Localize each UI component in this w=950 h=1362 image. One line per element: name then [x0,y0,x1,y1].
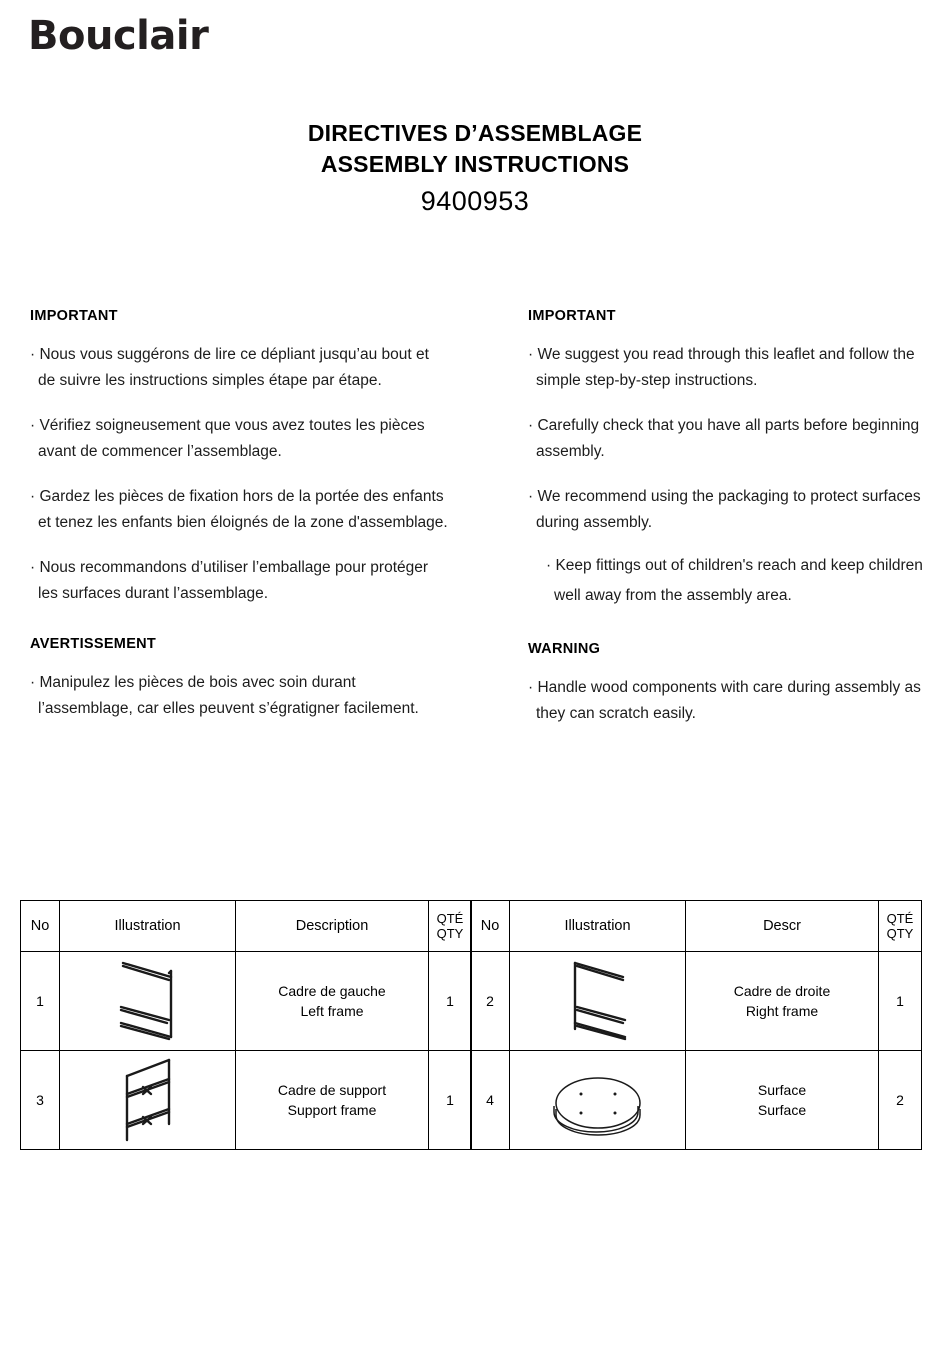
part-description-fr: Cadre de droite [733,983,831,999]
french-warning-heading: AVERTISSEMENT [30,636,157,652]
english-important-bullet-2: · Carefully check that you have all parts before beginning assembly. [528,417,920,460]
part-quantity: 2 [879,1051,922,1150]
part-description-en: Support frame [287,1102,377,1118]
header-qty [879,901,922,952]
document-title-block [0,118,950,222]
part-description-fr: Surface [757,1082,807,1098]
part-quantity: 1 [879,952,922,1051]
french-important-bullet-3: · Gardez les pièces de fixation hors de la portée des enfants et tenez les enfants bien éloignés de la zone d'assemblage. [30,488,448,531]
part-description-fr: Cadre de gauche [278,983,386,999]
french-instructions-column [30,308,450,721]
french-important-bullet-2: · Vérifiez soigneusement que vous avez toutes les pièces avant de commencer l’assemblage. [30,417,425,460]
french-warning-bullet-1: · Manipulez les pièces de bois avec soin durant l’assemblage, car elles peuvent s’égratigner facilement. [30,674,419,717]
part-description-en: Surface [757,1102,807,1118]
support-frame-icon [60,1051,236,1150]
table-row [21,1051,472,1150]
surface-disc-icon [510,1051,686,1150]
right-frame-icon [510,952,686,1051]
header-qty-fr: QTÉ [436,911,464,926]
part-description [236,1051,429,1150]
parts-table-left-container [20,900,472,1150]
parts-table-left [20,900,472,1150]
table-header-row [471,901,922,952]
header-illustration: Illustration [510,901,686,952]
parts-table-right [470,900,922,1150]
part-description-en: Right frame [745,1003,819,1019]
header-description: Description [236,901,429,952]
french-important-heading: IMPORTANT [30,308,118,324]
part-description [686,952,879,1051]
french-important-bullet-1: · Nous vous suggérons de lire ce dépliant jusqu’au bout et de suivre les instructions simples étape par étape. [30,346,429,389]
part-description-en: Left frame [300,1003,364,1019]
part-quantity: 1 [429,1051,472,1150]
table-row [471,1051,922,1150]
brand-logo: Bouclair [28,13,209,59]
table-header-row [21,901,472,952]
table-row [471,952,922,1051]
part-number: 2 [471,952,510,1051]
header-illustration: Illustration [60,901,236,952]
header-no: No [21,901,60,952]
header-qty [429,901,472,952]
part-description-fr: Cadre de support [277,1082,387,1098]
title-english: ASSEMBLY INSTRUCTIONS [320,151,630,177]
product-code: 9400953 [420,186,530,216]
english-instructions-column [528,308,940,726]
part-number: 4 [471,1051,510,1150]
part-description [236,952,429,1051]
part-number: 1 [21,952,60,1051]
part-number: 3 [21,1051,60,1150]
header-qty-fr: QTÉ [886,911,914,926]
english-important-heading: IMPORTANT [528,308,616,324]
header-description: Descr [686,901,879,952]
english-warning-heading: WARNING [528,641,601,657]
header-no: No [471,901,510,952]
title-french: DIRECTIVES D’ASSEMBLAGE [307,120,643,146]
english-sub-bullet-fittings: · Keep fittings out of children's reach and keep children well away from the assembly area. [546,557,923,604]
french-important-bullet-4: · Nous recommandons d’utiliser l’emballage pour protéger les surfaces durant l’assemblage. [30,559,429,602]
table-row [21,952,472,1051]
english-warning-bullet-1: · Handle wood components with care during assembly as they can scratch easily. [528,679,921,722]
header-qty-en: QTY [886,926,914,941]
part-description [686,1051,879,1150]
left-frame-icon [60,952,236,1051]
parts-table-right-container [470,900,922,1150]
english-important-bullet-1: · We suggest you read through this leaflet and follow the simple step-by-step instructions. [528,346,915,389]
part-quantity: 1 [429,952,472,1051]
header-qty-en: QTY [436,926,464,941]
english-important-bullet-3: · We recommend using the packaging to protect surfaces during assembly. [528,488,921,531]
